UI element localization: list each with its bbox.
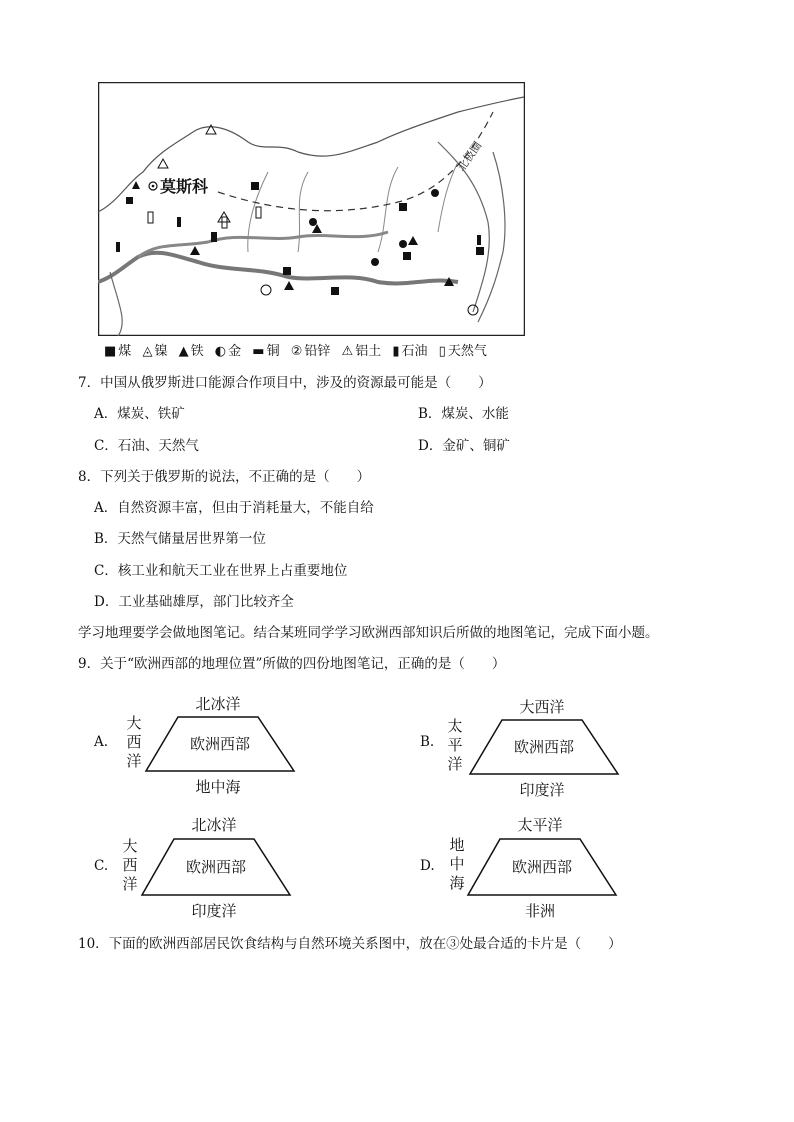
q9-a-center: 欧洲西部 xyxy=(189,735,250,753)
q9-b-letter: B. xyxy=(420,734,435,750)
bauxite-icon: ⚠ xyxy=(341,344,354,359)
q7-option-b[interactable]: B．煤炭、水能 xyxy=(418,406,509,422)
q9-d-bottom: 非洲 xyxy=(524,902,555,920)
q9-c-side: 大西洋 xyxy=(122,837,138,893)
q9-stem: 9．关于“欧洲西部的地理位置”所做的四份地图笔记，正确的是（ ） xyxy=(78,656,506,672)
q9-d-letter: D. xyxy=(420,858,435,874)
oil-symbol xyxy=(116,242,120,252)
coal-icon: ■ xyxy=(104,344,117,359)
q9-c-bottom: 印度洋 xyxy=(191,902,237,920)
q9-b-bottom: 印度洋 xyxy=(519,781,565,799)
legend-lead-zinc: ② 铅锌 xyxy=(290,344,331,359)
lead-zinc-icon: ② xyxy=(290,344,303,359)
legend-natural-gas: ▯ 天然气 xyxy=(438,344,487,359)
coal-symbol xyxy=(283,267,291,275)
q9-option-c[interactable] xyxy=(94,812,304,922)
section-intro: 学习地理要学会做地图笔记。结合某班同学学习欧洲西部知识后所做的地图笔记，完成下面小题。 xyxy=(78,625,659,641)
gold-symbol xyxy=(371,258,379,266)
q8-option-a[interactable]: A．自然资源丰富，但由于消耗量大，不能自给 xyxy=(94,500,374,516)
iron-icon: ▲ xyxy=(178,344,189,359)
q8-option-c[interactable]: C．核工业和航天工业在世界上占重要地位 xyxy=(94,563,348,579)
legend-coal: ■ 煤 xyxy=(104,344,132,359)
copper-icon: ▬ xyxy=(252,344,265,359)
gold-symbol xyxy=(399,240,407,248)
q7-option-c[interactable]: C．石油、天然气 xyxy=(94,438,199,454)
q9-a-bottom: 地中海 xyxy=(195,778,241,796)
q9-option-a[interactable] xyxy=(94,690,304,800)
q7-stem: 7．中国从俄罗斯进口能源合作项目中，涉及的资源最可能是（ ） xyxy=(78,375,492,391)
legend-gold: ◐ 金 xyxy=(214,344,242,359)
gold-symbol xyxy=(431,189,439,197)
q9-b-side: 太平洋 xyxy=(447,717,463,773)
legend-bauxite: ⚠ 铝土 xyxy=(341,344,382,359)
oil-icon: ▮ xyxy=(392,344,400,359)
q8-option-b[interactable]: B．天然气储量居世界第一位 xyxy=(94,531,266,547)
coal-symbol xyxy=(476,247,484,255)
q7-option-d[interactable]: D．金矿、铜矿 xyxy=(418,438,510,454)
arctic-circle-label: 北极圈 xyxy=(454,139,485,174)
coal-symbol xyxy=(399,203,407,211)
oil-symbol xyxy=(477,235,481,245)
coal-symbol xyxy=(331,287,339,295)
oil-symbol xyxy=(177,217,181,227)
q9-a-letter: A. xyxy=(94,734,109,750)
q8-stem: 8．下列关于俄罗斯的说法，不正确的是（ ） xyxy=(78,469,371,485)
gold-symbol xyxy=(309,218,317,226)
q9-a-side: 大西洋 xyxy=(126,714,142,770)
legend-copper: ▬ 铜 xyxy=(252,344,280,359)
q8-option-d[interactable]: D．工业基础雄厚，部门比较齐全 xyxy=(94,594,294,610)
q9-option-d[interactable] xyxy=(420,814,630,924)
map-frame xyxy=(99,83,525,336)
legend-nickel: ◬ 镍 xyxy=(142,344,168,359)
moscow-label: 莫斯科 xyxy=(160,177,209,196)
legend-iron: ▲ 铁 xyxy=(178,344,204,359)
coal-symbol xyxy=(403,252,411,260)
q9-c-letter: C. xyxy=(94,858,109,874)
q9-d-center: 欧洲西部 xyxy=(511,858,572,876)
map-svg xyxy=(98,82,525,336)
russia-resource-map xyxy=(98,82,525,336)
natural-gas-icon: ▯ xyxy=(438,344,446,359)
q9-d-top: 太平洋 xyxy=(517,816,563,834)
q10-stem: 10．下面的欧洲西部居民饮食结构与自然环境关系图中，放在③处最合适的卡片是（ ） xyxy=(78,936,622,952)
q7-option-a[interactable]: A．煤炭、铁矿 xyxy=(94,406,185,422)
q9-b-top: 大西洋 xyxy=(519,698,565,716)
legend-oil: ▮ 石油 xyxy=(392,344,428,359)
q9-option-b[interactable] xyxy=(420,693,630,803)
map-legend xyxy=(104,343,494,361)
oil-symbol xyxy=(211,232,217,242)
coal-symbol xyxy=(251,182,259,190)
q9-c-center: 欧洲西部 xyxy=(185,858,246,876)
q9-a-top: 北冰洋 xyxy=(195,695,241,713)
q9-b-center: 欧洲西部 xyxy=(513,738,574,756)
coal-symbol xyxy=(126,197,133,204)
q9-d-side: 地中海 xyxy=(449,836,465,892)
gold-icon: ◐ xyxy=(214,344,227,359)
nickel-icon: ◬ xyxy=(142,344,153,359)
q9-c-top: 北冰洋 xyxy=(191,816,237,834)
